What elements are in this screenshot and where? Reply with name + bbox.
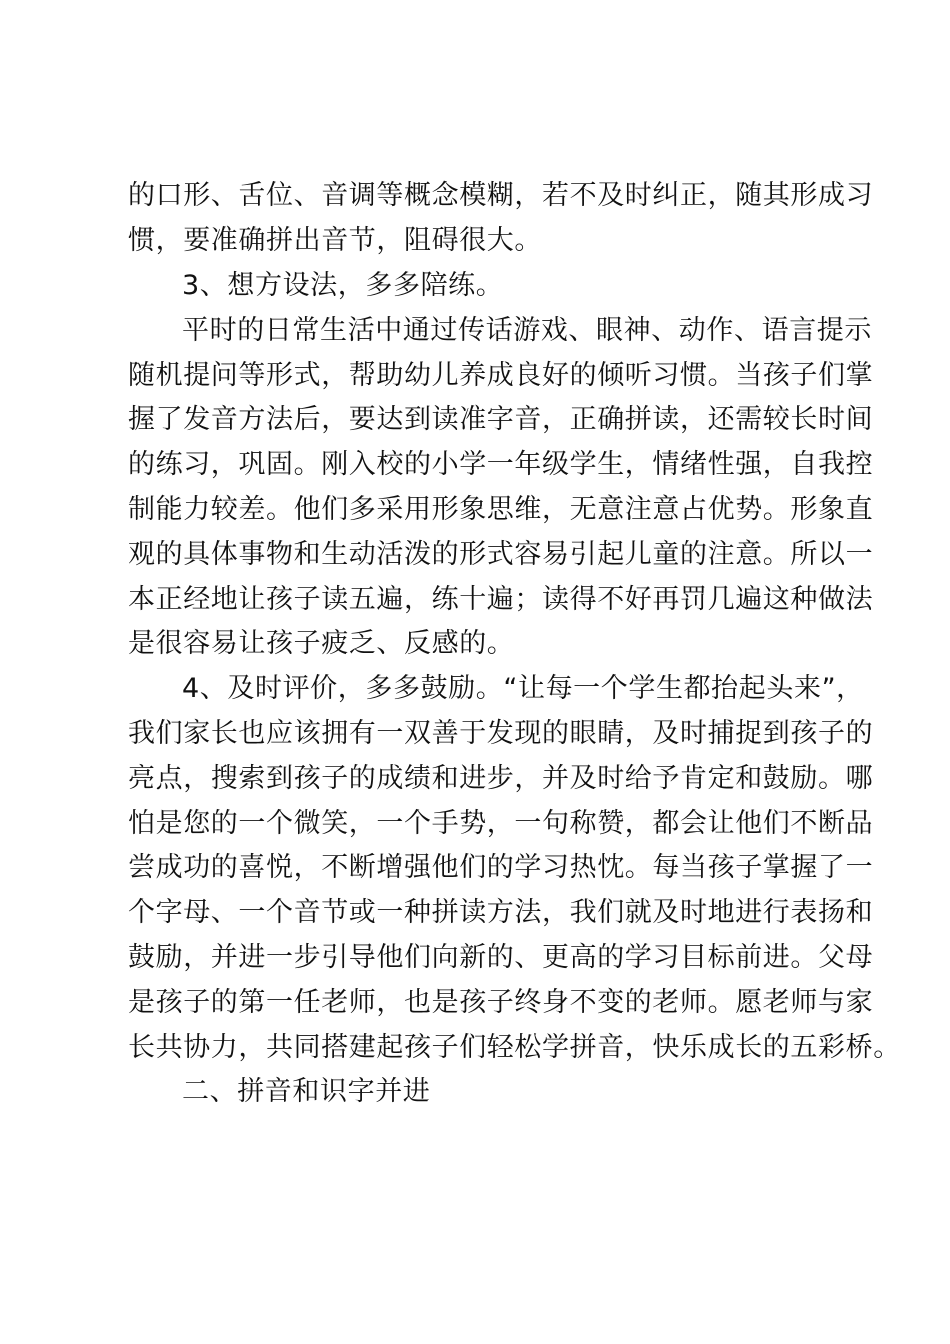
text-line: 怕是您的一个微笑，一个手势，一句称赞，都会让他们不断品 — [128, 808, 874, 839]
text-line: 尝成功的喜悦，不断增强他们的学习热忱。每当孩子掌握了一 — [128, 852, 874, 883]
text-line: 平时的日常生活中通过传话游戏、眼神、动作、语言提示 — [182, 315, 872, 346]
text-line: 随机提问等形式，帮助幼儿养成良好的倾听习惯。当孩子们掌 — [128, 360, 874, 391]
text-line: 鼓励，并进一步引导他们向新的、更高的学习目标前进。父母 — [128, 942, 874, 973]
text-line: 制能力较差。他们多采用形象思维，无意注意占优势。形象直 — [128, 494, 874, 525]
section-heading-3: 3、想方设法，多多陪练。 — [182, 270, 504, 301]
section-heading-4: 4、及时评价，多多鼓励。“让每一个学生都抬起头来”， — [182, 673, 864, 704]
text-line: 是孩子的第一任老师，也是孩子终身不变的老师。愿老师与家 — [128, 987, 874, 1018]
text-line: 长共协力，共同搭建起孩子们轻松学拼音，快乐成长的五彩桥。 — [128, 1032, 901, 1063]
chapter-heading: 二、拼音和识字并进 — [182, 1076, 431, 1107]
text-line: 个字母、一个音节或一种拼读方法，我们就及时地进行表扬和 — [128, 897, 874, 928]
text-line: 是很容易让孩子疲乏、反感的。 — [128, 628, 515, 659]
text-line: 亮点，搜索到孩子的成绩和进步，并及时给予肯定和鼓励。哪 — [128, 763, 874, 794]
text-line: 本正经地让孩子读五遍，练十遍；读得不好再罚几遍这种做法 — [128, 584, 874, 615]
text-line: 的口形、舌位、音调等概念模糊，若不及时纠正，随其形成习 — [128, 180, 874, 211]
text-line: 观的具体事物和生动活泼的形式容易引起儿童的注意。所以一 — [128, 539, 874, 570]
text-line: 握了发音方法后，要达到读准字音，正确拼读，还需较长时间 — [128, 404, 874, 435]
text-line: 我们家长也应该拥有一双善于发现的眼睛，及时捕捉到孩子的 — [128, 718, 874, 749]
text-line: 惯，要准确拼出音节，阻碍很大。 — [128, 225, 542, 256]
text-line: 的练习，巩固。刚入校的小学一年级学生，情绪性强，自我控 — [128, 449, 874, 480]
